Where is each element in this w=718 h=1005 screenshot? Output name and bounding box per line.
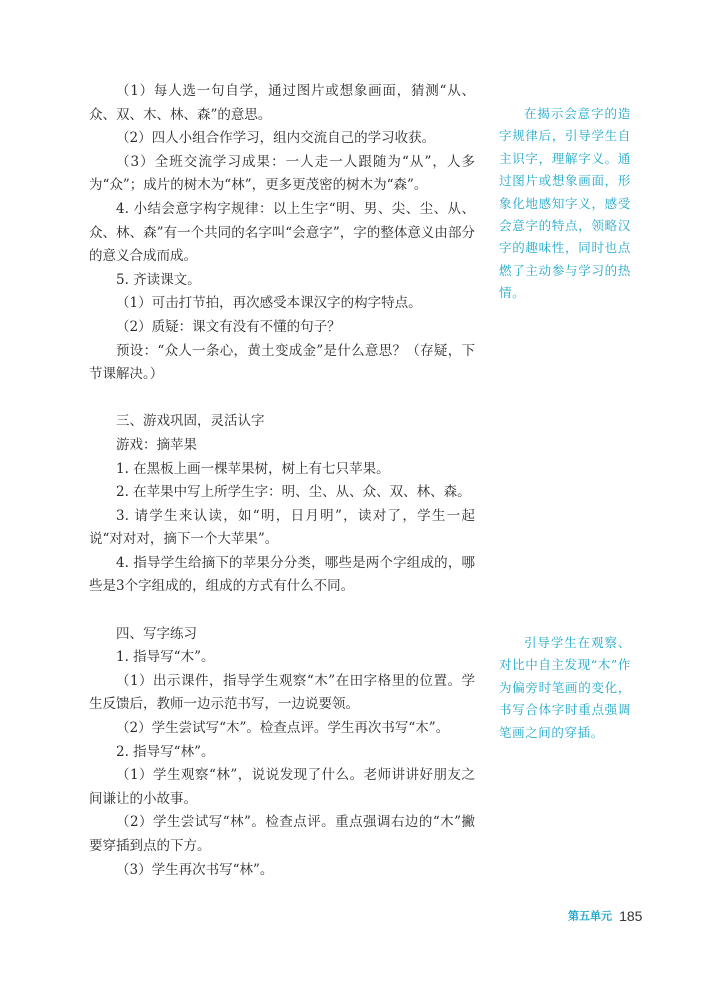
paragraph: （2）四人小组合作学习，组内交流自己的学习收获。 (116, 130, 436, 147)
paragraph: （1）学生观察“林”，说说发现了什么。老师讲讲好朋友之间谦让的小故事。 (89, 767, 475, 807)
lesson-body (89, 80, 475, 882)
paragraph: 3. 请学生来认读，如“明，日月明”，读对了，学生一起说“对对对，摘下一个大苹果”。 (89, 507, 475, 548)
paragraph: （1）出示课件，指导学生观察“木”在田字格里的位置。学生反馈后，教师一边示范书写，一边说要领。 (89, 672, 475, 713)
paragraph: （1）可击打节拍，再次感受本课汉字的构字特点。 (116, 295, 422, 312)
paragraph: （3）学生再次书写“林”。 (116, 861, 274, 878)
paragraph: 4. 小结会意字构字规律：以上生字“明、男、尖、尘、从、众、林、森”有一个共同的名字叫“会意字”，字的整体意义由部分的意义合成而成。 (89, 200, 475, 265)
paragraph: 4. 指导学生给摘下的苹果分分类，哪些是两个字组成的，哪些是3个字组成的，组成的方式有什么不同。 (89, 554, 475, 595)
paragraph: （1）每人选一句自学，通过图片或想象画面，猜测“从、众、双、木、林、森”的意思。 (89, 83, 475, 123)
paragraph: 1. 指导写“木”。 (116, 649, 215, 666)
unit-label: 第五单元 (568, 909, 612, 923)
paragraph: 2. 指导写“林”。 (116, 743, 215, 760)
paragraph: （2）质疑：课文有没有不懂的句子？ (116, 318, 341, 335)
paragraph: （2）学生尝试写“木”。检查点评。学生再次书写“木”。 (116, 720, 450, 737)
section-heading: 四、写字练习 (116, 625, 197, 642)
paragraph: 游戏：摘苹果 (116, 436, 197, 453)
paragraph: 5. 齐读课文。 (116, 271, 201, 288)
paragraph: （2）学生尝试写“林”。检查点评。重点强调右边的“木”撇要穿插到点的下方。 (89, 814, 475, 854)
page-number: 185 (619, 907, 643, 924)
paragraph: 1. 在黑板上画一棵苹果树，树上有七只苹果。 (116, 460, 390, 477)
paragraph: （3）全班交流学习成果：一人走一人跟随为“从”，人多为“众”；成片的树木为“林”，更多更茂密的树木为“森”。 (89, 153, 475, 194)
paragraph: 2. 在苹果中写上所学生字：明、尘、从、众、双、林、森。 (116, 484, 471, 501)
paragraph: 预设：“众人一条心，黄土变成金”是什么意思？（存疑，下节课解决。） (89, 342, 475, 383)
margin-note-text: 在揭示会意字的造字规律后，引导学生自主识字，理解字义。通过图片或想象画面，形象化地感知字义，感受会意字的特点，领略汉字的趣味性，同时也点燃了主动参与学习的热情。 (499, 106, 631, 301)
margin-note-text: 引导学生在观察、对比中自主发现“木”作为偏旁时笔画的变化，书写合体字时重点强调笔画之间的穿插。 (499, 635, 631, 740)
margin-note-1 (499, 103, 631, 305)
margin-note-2 (499, 632, 631, 744)
page-footer (568, 905, 642, 924)
section-spacer (89, 599, 475, 623)
section-heading: 三、游戏巩固，灵活认字 (116, 413, 265, 430)
section-spacer (89, 387, 475, 411)
